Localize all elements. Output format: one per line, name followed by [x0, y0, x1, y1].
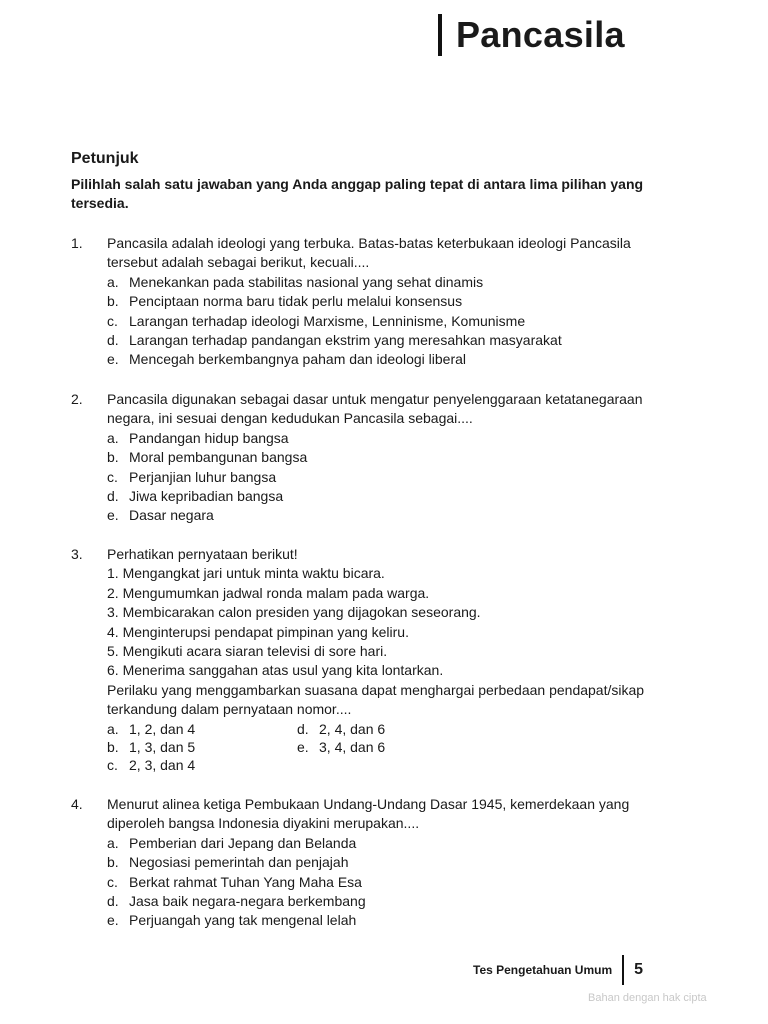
statement-5: 5. Mengikuti acara siaran televisi di sore hari.	[107, 643, 388, 660]
option-b: b. Moral pembangunan bangsa	[107, 449, 308, 466]
page-title: Pancasila	[456, 14, 625, 55]
question-stem: Pancasila adalah ideologi yang terbuka. Batas-batas keterbukaan ideologi Pancasila tersebut adalah sebagai berikut, kecuali....	[107, 235, 631, 271]
question-1	[71, 234, 671, 370]
option-a: a. Menekankan pada stabilitas nasional yang sehat dinamis	[107, 273, 484, 290]
option-c: c. Larangan terhadap ideologi Marxisme, Lenninisme, Komunisme	[107, 312, 526, 329]
option-b: b. Negosiasi pemerintah dan penjajah	[107, 854, 349, 871]
option-a: a. Pemberian dari Jepang dan Belanda	[107, 834, 357, 851]
option-e: e. 3, 4, dan 6	[297, 738, 386, 755]
question-number: 2.	[71, 391, 83, 407]
footer-section-title: Tes Pengetahuan Umum	[473, 963, 613, 977]
options-grid	[107, 720, 671, 774]
question-2	[71, 390, 671, 526]
instructions-text: Pilihlah salah satu jawaban yang Anda anggap paling tepat di antara lima pilihan yang tersedia.	[71, 176, 644, 211]
option-e: e. Dasar negara	[107, 507, 214, 524]
page-number: 5	[634, 961, 644, 978]
statement-2: 2. Mengumumkan jadwal ronda malam pada warga.	[107, 584, 430, 601]
option-d: d. Jasa baik negara-negara berkembang	[107, 893, 366, 910]
option-c: c. 2, 3, dan 4	[107, 756, 196, 773]
option-e: e. Mencegah berkembangnya paham dan ideologi liberal	[107, 351, 467, 368]
option-c: c. Perjanjian luhur bangsa	[107, 468, 277, 485]
question-number: 4.	[71, 796, 83, 812]
question-stem: Pancasila digunakan sebagai dasar untuk mengatur penyelenggaraan ketatanegaraan negara, ini sesuai dengan kedudukan Pancasila sebagai....	[107, 391, 643, 427]
option-d: d. Larangan terhadap pandangan ekstrim yang meresahkan masyarakat	[107, 332, 562, 349]
header-bar	[438, 14, 442, 56]
footer-divider	[622, 955, 624, 985]
option-e: e. Perjuangah yang tak mengenal lelah	[107, 912, 357, 929]
option-d: d. Jiwa kepribadian bangsa	[107, 488, 284, 505]
instructions-title: Petunjuk	[71, 150, 139, 167]
option-b: b. 1, 3, dan 5	[107, 738, 196, 755]
question-prompt: Perilaku yang menggambarkan suasana dapat menghargai perbedaan pendapat/sikap terkandung dalam pernyataan nomor....	[107, 681, 645, 718]
option-a: a. 1, 2, dan 4	[107, 720, 196, 737]
statement-6: 6. Menerima sanggahan atas usul yang kita lontarkan.	[107, 662, 444, 679]
question-number: 1.	[71, 235, 83, 251]
question-4	[71, 795, 671, 931]
option-b: b. Penciptaan norma baru tidak perlu melalui konsensus	[107, 293, 463, 310]
page-header	[438, 14, 625, 56]
question-stem: Menurut alinea ketiga Pembukaan Undang-Undang Dasar 1945, kemerdekaan yang diperoleh bangsa Indonesia diyakini merupakan....	[107, 796, 630, 832]
statement-4: 4. Menginterupsi pendapat pimpinan yang keliru.	[107, 623, 409, 640]
statement-1: 1. Mengangkat jari untuk minta waktu bicara.	[107, 565, 385, 582]
statement-3: 3. Membicarakan calon presiden yang dijagokan seseorang.	[107, 604, 481, 621]
page-footer	[473, 955, 643, 985]
question-stem: Perhatikan pernyataan berikut!	[107, 546, 298, 562]
question-number: 3.	[71, 546, 83, 562]
option-d: d. 2, 4, dan 6	[297, 720, 386, 737]
option-a: a. Pandangan hidup bangsa	[107, 429, 289, 446]
option-c: c. Berkat rahmat Tuhan Yang Maha Esa	[107, 873, 362, 890]
watermark: Bahan dengan hak cipta	[588, 992, 707, 1004]
question-3	[71, 545, 671, 774]
